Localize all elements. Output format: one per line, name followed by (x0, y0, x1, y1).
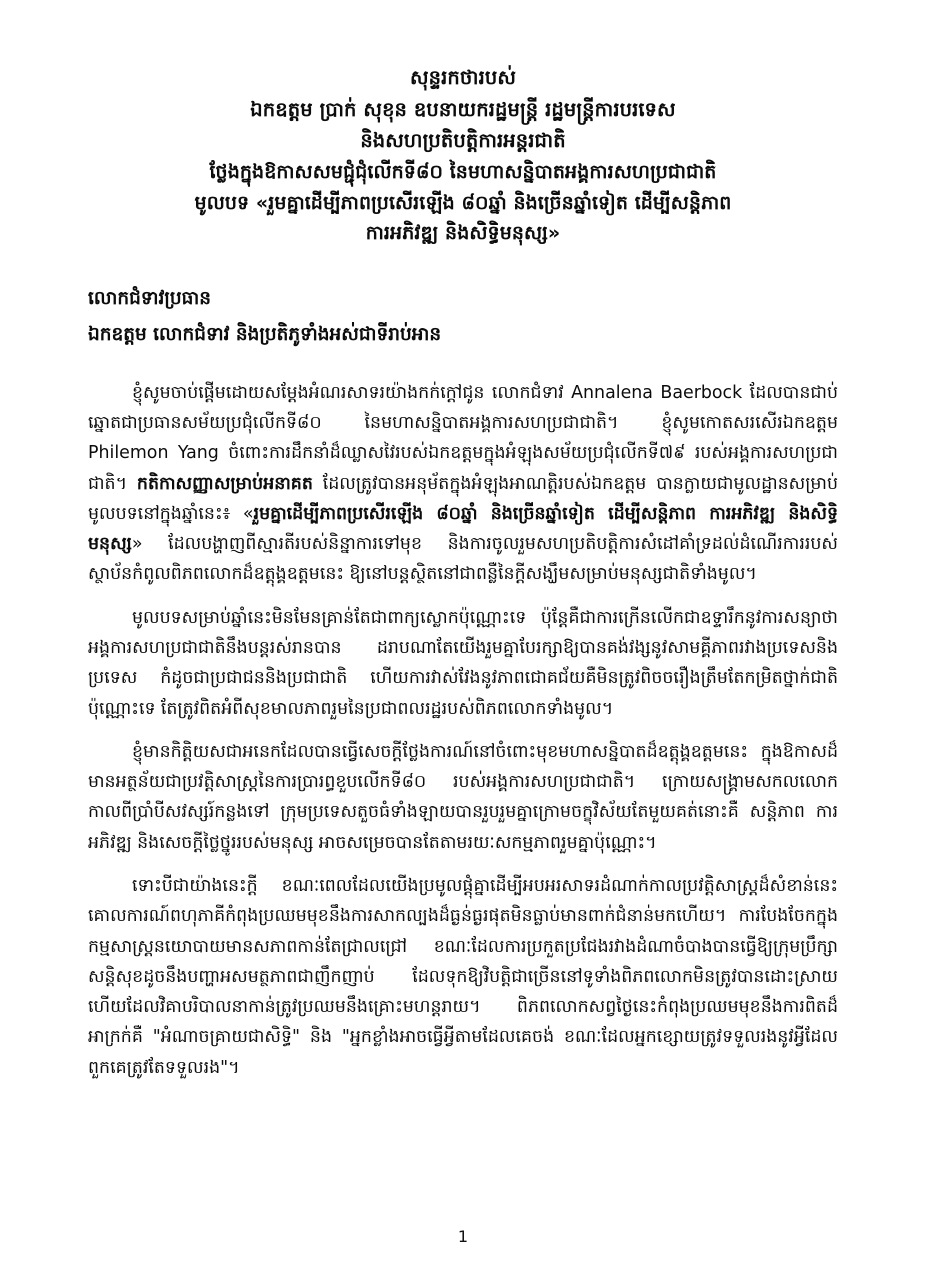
emphasis-text: រួមគ្នាដើម្បីភាពប្រសើរឡើង ៨០ឆ្នាំ និងច្រើនឆ្នាំទៀត ដើម្បីសន្តិភាព ការអភិវឌ្ឍ និងសិទ្ធិមនុស្ស (88, 503, 839, 555)
document-body (88, 378, 838, 1083)
title-line-1: សុន្ទរកថារបស់ (409, 66, 516, 89)
salutation-block (88, 283, 838, 352)
salutation-line-1: លោកជំទាវប្រធាន (88, 288, 211, 310)
paragraph: ខ្ញុំសូមចាប់ផ្ដើមដោយសម្ដែងអំណរសាទរយ៉ាងកក់ក្ដៅជូន លោកជំទាវ Annalena Baerbock ដែលបានជាប់ឆ្នោតជាប្រធានសម័យប្រជុំលើកទី៨០ នៃមហាសន្និបាតអង្គការសហប្រជាជាតិ។ ខ្ញុំសូមកោតសរសើរឯកឧត្តម Philemon Yang ចំពោះការដឹកនាំដ៏ឈ្លាសវៃរបស់ឯកឧត្តមក្នុងអំឡុងសម័យប្រជុំលើកទី៧៩ របស់អង្គការសហប្រជាជាតិ។ កតិកាសញ្ញាសម្រាប់អនាគត ដែលត្រូវបានអនុម័តក្នុងអំឡុងអាណត្តិរបស់ឯកឧត្តម បានក្លាយជាមូលដ្ឋានសម្រាប់មូលបទនៅក្នុងឆ្នាំនេះ៖ «រួមគ្នាដើម្បីភាពប្រសើរឡើង ៨០ឆ្នាំ និងច្រើនឆ្នាំទៀត ដើម្បីសន្តិភាព ការអភិវឌ្ឍ និងសិទ្ធិមនុស្ស» ដែលបង្ហាញពីស្មារតីរបស់និន្នាការទៅមុខ និងការចូលរួមសហប្រតិបត្តិការសំដៅគាំទ្រដល់ដំណើរការរបស់ស្ថាប័នកំពូលពិភពលោកដ៏ឧត្តុង្គឧត្តមនេះ ឱ្យនៅបន្តស្ថិតនៅជាពន្លឺនៃក្ដីសង្ឃឹមសម្រាប់មនុស្សជាតិទាំងមូល។ (88, 382, 839, 585)
emphasis-text: កតិកាសញ្ញាសម្រាប់អនាគត (136, 473, 313, 494)
title-line-6: ការអភិវឌ្ឍ និងសិទ្ធិមនុស្ស» (365, 222, 561, 245)
document-title (88, 62, 838, 249)
paragraph: មូលបទសម្រាប់ឆ្នាំនេះមិនមែនគ្រាន់តែជាពាក្យស្លោកប៉ុណ្ណោះទេ ប៉ុន្តែគឺជាការក្រើនលើកជាឧទ្ទារឹកនូវការសន្យាថា អង្គការសហប្រជាជាតិនឹងបន្តរស់រានបាន ដរាបណាតែយើងរួមគ្នាបែរក្សាឱ្យបានគង់វង្សនូវសាមគ្គីភាពរវាងប្រទេសនិងប្រទេស កំដូចជាប្រជាជននិងប្រជាជាតិ ហើយការវាស់វែងនូវភាពជោគជ័យគឺមិនត្រូវពិចចរឿងត្រឹមតែកម្រិតថ្នាក់ជាតិប៉ុណ្ណោះទេ តែត្រូវពិតអំពីសុខមាលភាពរួមនៃប្រជាពលរដ្ឋរបស់ពិភពលោកទាំងមូល។ (88, 607, 838, 719)
title-line-5: មូលបទ «រួមគ្នាដើម្បីភាពប្រសើរឡើង ៨០ឆ្នាំ និងច្រើនឆ្នាំទៀត ដើម្បីសន្តិភាព (194, 191, 732, 214)
title-line-3: និងសហប្រតិបត្តិការអន្តរជាតិ (360, 129, 566, 153)
title-line-4: ថ្លែងក្នុងឱកាសសមជ្ជុំជុំលើកទី៨០ នៃមហាសន្និបាតអង្គការសហប្រជាជាតិ (209, 160, 717, 183)
paragraph: ទោះបីជាយ៉ាងនេះក្ដី ខណៈពេលដែលយើងប្រមូលផ្ដុំគ្នាដើម្បីអបអរសាទរដំណាក់កាលប្រវត្តិសាស្ត្រដ៏សំខាន់នេះ គោលការណ៍ពហុភាគីកំពុងប្រឈមមុខនឹងការសាកល្បងដ៏ធ្ងន់ធ្ងរផុតមិនធ្លាប់មានពាក់ជំនាន់មកហើយ។ ការបែងចែកក្នុងកម្មសាស្ត្រនយោបាយមានសភាពកាន់តែជ្រាលជ្រៅ ខណៈដែលការប្រកួតប្រជែងរវាងដំណាចំបាងបានធ្វើឱ្យក្រុមប្រឹក្សាសន្តិសុខដូចនឹងបញ្ហាអសមត្ថភាពជាញឹកញាប់ ដែលទុកឱ្យវិបត្តិជាច្រើននៅទូទាំងពិភពលោកមិនត្រូវបានដោះស្រាយ ហើយដែលវិគាបរិបាលនាកាន់ត្រូវប្រឈមនឹងគ្រោះមហន្តរាយ។ ពិភពលោកសព្វថ្ងៃនេះកំពុងប្រឈមមុខនឹងការពិតដ៏អាក្រក់គឺ "អំណាចគ្រាយជាសិទ្ធិ" និង "អ្នកខ្លាំងអាចធ្វើអ្វីតាមដែលគេចង់ ខណៈដែលអ្នកខ្សោយត្រូវទទួលរងនូវអ្វីដែលពួកគេត្រូវតែទទួលរង"។ (88, 876, 838, 1078)
salutation-line-2: ឯកឧត្តម លោកជំទាវ និងប្រតិភូទាំងអស់ជាទីរាប់អាន (88, 324, 442, 346)
title-line-2: ឯកឧត្តម ប្រាក់ សុខុន ឧបនាយករដ្ឋមន្ត្រី រដ្ឋមន្ត្រីការបរទេស (250, 97, 676, 121)
paragraph: ខ្ញុំមានកិត្តិយសជាអនេកដែលបានធ្វើសេចក្ដីថ្លែងការណ៍នៅចំពោះមុខមហាសន្និបាតដ៏ឧត្តុង្គឧត្តមនេះ ក្នុងឱកាសដ៏មានអត្ថន័យជាប្រវត្តិសាស្ត្រនៃការប្រារព្ធខួបលើកទី៨០ របស់អង្គការសហប្រជាជាតិ។ ក្រោយសង្គ្រាមសកលលោកកាលពីប្រាំបីសវស្សរ៍កន្លងទៅ ក្រុមប្រទេសតួចធំទាំងឡាយបានរួបរួមគ្នាក្រោមចក្ខុវិស័យតែមួយគត់នោះគឺ សន្តិភាព ការអភិវឌ្ឍ និងសេចក្ដីថ្លៃថ្នូររបស់មនុស្ស អាចសម្រេចបានតែតាមរយៈសកម្មភាពរួមគ្នាប៉ុណ្ណោះ។ (88, 741, 838, 853)
page-number: 1 (457, 1227, 469, 1246)
